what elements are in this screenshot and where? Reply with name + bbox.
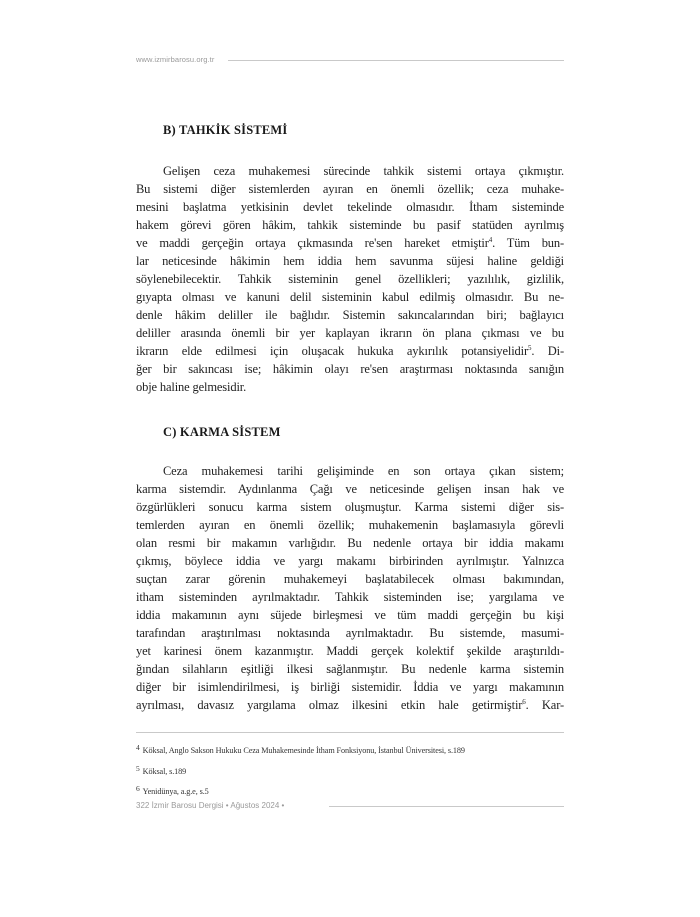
footnote-text: Yenidünya, a.g.e, s.5 [142,787,209,796]
section-heading-tahkik: B) TAHKİK SİSTEMİ [163,123,288,137]
text-line: çıkmış, böylece iddia ve yargı makamı birbirinden ayrılmıştır. Yalnızca [136,554,564,568]
footnote-number: 5 [136,764,140,773]
footnote-ref-6: 6 [522,698,526,706]
header-url: www.izmirbarosu.org.tr [136,55,215,64]
text-line: obje haline gelmesidir. [136,380,247,394]
footnote-6 [136,784,209,796]
footnote-number: 6 [136,784,140,793]
footnote-number: 4 [136,743,140,752]
text-line: Bu sistemi diğer sistemlerden ayıran en önemli özellik; ceza muhake- [136,182,564,196]
page-header [136,55,564,65]
text-line: olan resmi bir makamın varlığıdır. Bu nedenle ortaya bir iddia makamı [136,536,564,550]
footnote-separator [136,732,564,733]
text-line: karma sistemdir. Aydınlanma Çağı ve neticesinde gelişen insan hak ve [136,482,564,496]
text-segment: ayrılması, davasız yargılama olmaz ilkesini etkin hale getirmiştir [136,698,523,712]
text-segment: . Kar- [525,698,564,712]
text-segment: ve maddi gerçeğin ortaya çıkmasında re'sen hareket etmiştir [136,236,489,250]
text-line: Ceza muhakemesi tarihi gelişiminde en son ortaya çıkan sistem; [163,464,564,478]
footnote-text: Köksal, s.189 [142,767,187,776]
text-line: diğer bir isimlendirilmesi, iş birliği sistemidir. İddia ve yargı makamının [136,680,564,694]
text-segment: . Di- [531,344,564,358]
text-line [136,234,564,252]
text-line: suçtan zarar görenin muhakemeyi başlatabilecek olması bakımından, [136,572,564,586]
text-line: gıyapta olması ve kanuni delil sisteminin kabul edilmiş olmasıdır. Bu ne- [136,290,564,304]
text-segment: . Tüm bun- [492,236,564,250]
footnote-4 [136,743,465,755]
footnote-ref-5: 5 [528,344,532,352]
text-line: özgürlükleri sonucu karma sistem oluşmuştur. Karma sistemi diğer sis- [136,500,564,514]
footnote-5 [136,764,186,776]
text-line [136,342,564,360]
text-line: iddia makamının aynı süjede birleşmesi ve tüm maddi gerçeğin bu kişi [136,608,564,622]
text-line: deliller arasında önemli bir yer kaplayan ikrarın ön plana çıkması ve bu [136,326,564,340]
header-rule [228,60,564,61]
text-line: hakem görevi gören hâkim, tahkik sisteminde bu pasif statüden ayrılmış [136,218,564,232]
paragraph-tahkik [136,162,564,396]
text-line: yet karinesi önem kazanmıştır. Maddi gerçek kolektif şekilde araştırıldı- [136,644,564,658]
text-line [136,696,564,714]
text-line: itham sisteminden ayrılmaktadır. Tahkik sisteminden ise; yargılama ve [136,590,564,604]
text-segment: ikrarın elde edilmesi için oluşacak hukuka aykırılık potansiyelidir [136,344,528,358]
text-line: tarafından araştırılması noktasında ayrılmaktadır. Bu sistemde, masumi- [136,626,564,640]
footnote-text: Köksal, Anglo Sakson Hukuku Ceza Muhakemesinde İtham Fonksiyonu, İstanbul Üniversitesi, s.189 [142,746,465,755]
text-line: ğer bir sakıncası ise; hâkimin olayı re'sen araştırması noktasında sanığın [136,362,564,376]
text-line: Gelişen ceza muhakemesi sürecinde tahkik sistemi ortaya çıkmıştır. [163,164,564,178]
footer-text: 322 İzmir Barosu Dergisi • Ağustos 2024 • [136,801,285,810]
text-line: temlerden ayıran en önemli özellik; muhakemenin başlamasıyla görevli [136,518,564,532]
text-line: ğından silahların eşitliği ilkesi sağlanmıştır. Bu nedenle karma sistemin [136,662,564,676]
text-line: lar neticesinde hâkimin hem iddia hem savunma süjesi haline geldiği [136,254,564,268]
paragraph-karma [136,462,564,714]
text-line: mesini başlatma yetkisinin devlet tekelinde olmasıdır. İtham sisteminde [136,200,564,214]
footer-rule [329,806,564,807]
page-footer [136,800,564,812]
text-line: denle hâkim deliller ile bağlıdır. Sistemin sakıncalarından biri; bağlayıcı [136,308,564,322]
section-heading-karma: C) KARMA SİSTEM [163,425,281,439]
text-line: söylenebilecektir. Tahkik sisteminin genel özellikleri; yazılılık, gizlilik, [136,272,564,286]
footnote-ref-4: 4 [488,236,493,244]
